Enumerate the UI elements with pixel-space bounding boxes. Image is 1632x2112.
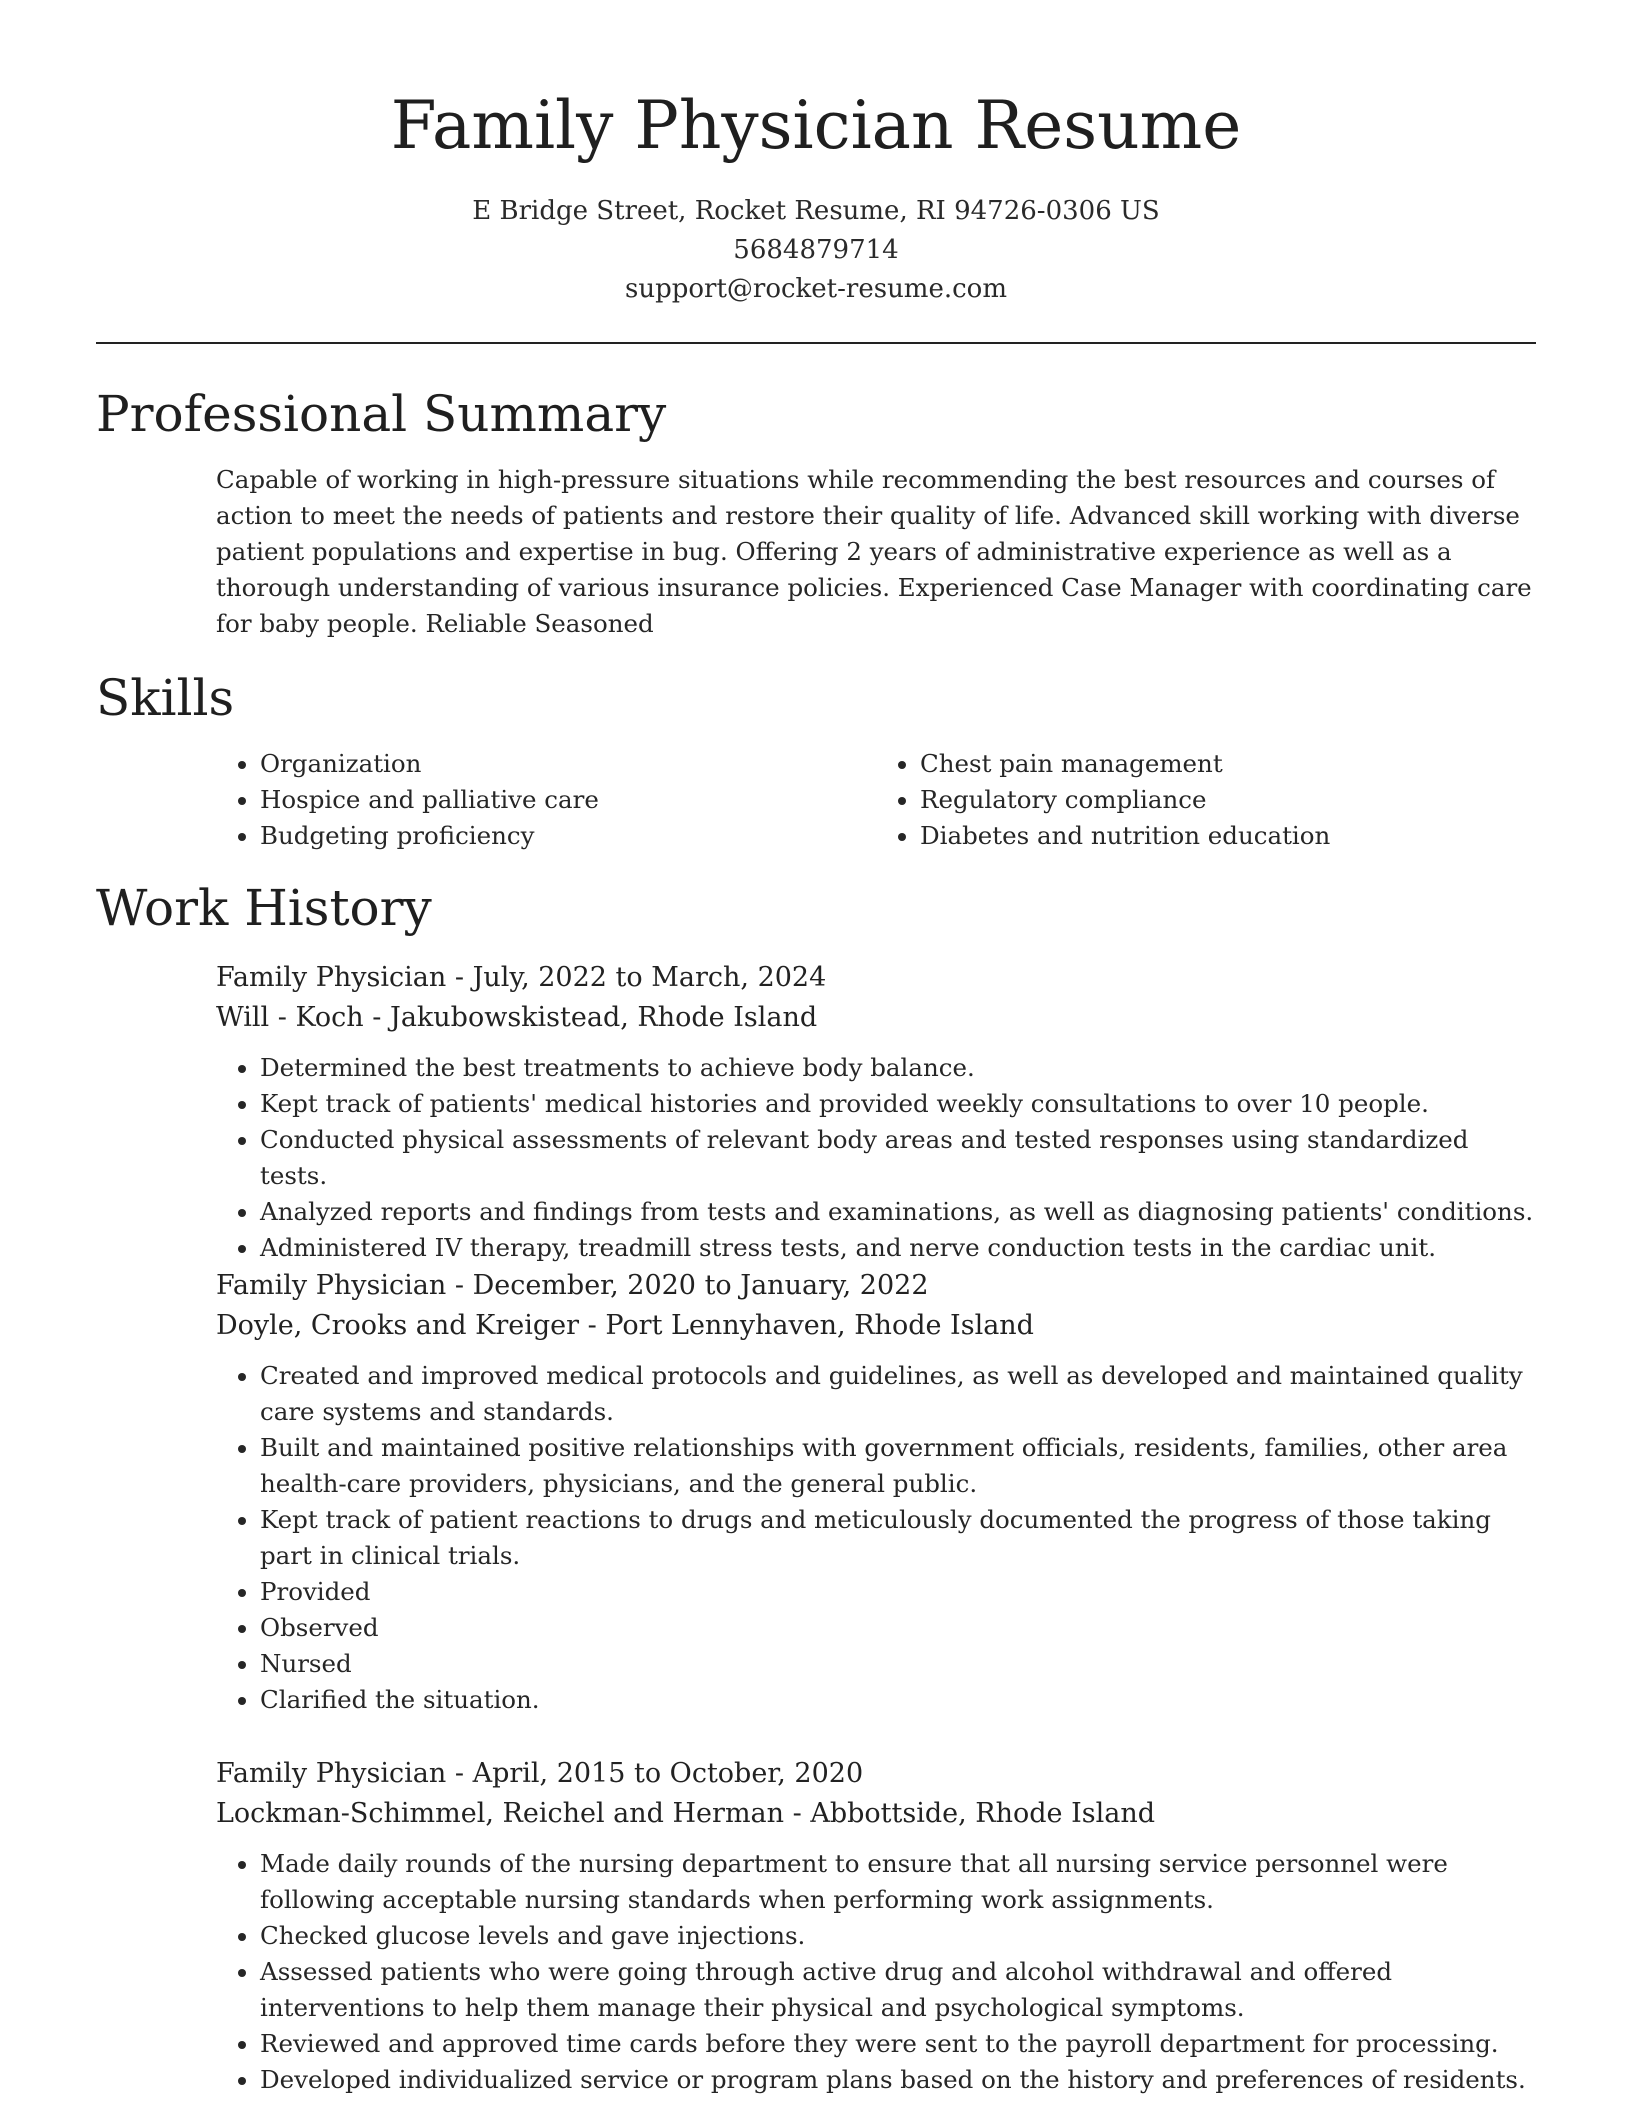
job-entry <box>216 1754 1541 2098</box>
job-separator: - <box>454 962 473 993</box>
list-item: • Observed <box>260 1610 1541 1646</box>
work-history-heading: Work History <box>96 879 432 937</box>
job-company: Will - Koch <box>216 1002 364 1033</box>
list-item: • Kept track of patient reactions to drugs and meticulously documented the progress of those taking part in clinical trials. <box>260 1502 1541 1574</box>
job-separator: - <box>792 1798 811 1829</box>
list-item: • Clarified the situation. <box>260 1682 1541 1718</box>
list-item: • Provided <box>260 1574 1541 1610</box>
page-title: Family Physician Resume <box>390 87 1242 164</box>
job-entry <box>216 1266 1541 1718</box>
skill-item: • Chest pain management <box>920 746 1536 782</box>
job-title-line <box>216 1754 1541 1794</box>
list-item: • Checked glucose levels and gave injections. <box>260 1918 1541 1954</box>
list-item: • Analyzed reports and findings from tests and examinations, as well as diagnosing patients' conditions. <box>260 1194 1541 1230</box>
job-role: Family Physician <box>216 1758 447 1789</box>
skills-heading: Skills <box>96 669 235 727</box>
job-role: Family Physician <box>216 962 447 993</box>
job-separator: - <box>587 1310 606 1341</box>
job-separator: - <box>372 1002 390 1033</box>
job-role: Family Physician <box>216 1270 447 1301</box>
summary-text: Capable of working in high-pressure situations while recommending the best resources and courses of action to meet the needs of patients and restore their quality of life. Advanced skill working with diverse patient populations and expertise in bug. Offering 2 years of administrative experience as well as a thorough understanding of various insurance policies. Experienced Case Manager with coordinating care for baby people. Reliable Seasoned <box>216 465 1532 638</box>
job-location: Abbottside, Rhode Island <box>810 1798 1156 1829</box>
job-location: Port Lennyhaven, Rhode Island <box>605 1310 1034 1341</box>
job-company: Doyle, Crooks and Kreiger <box>216 1310 580 1341</box>
list-item: • Created and improved medical protocols and guidelines, as well as developed and maintained quality care systems and standards. <box>260 1358 1541 1430</box>
job-entry <box>216 958 1541 1266</box>
list-item: • Made daily rounds of the nursing department to ensure that all nursing service personnel were following acceptable nursing standards when performing work assignments. <box>260 1846 1541 1918</box>
address-text: E Bridge Street, Rocket Resume, RI 94726-0306 US <box>472 196 1160 226</box>
job-dates: December, 2020 to January, 2022 <box>472 1270 929 1301</box>
job-title-line <box>216 1266 1541 1306</box>
phone-text: 5684879714 <box>733 235 899 265</box>
skills-column-right <box>876 746 1536 854</box>
job-dates: July, 2022 to March, 2024 <box>472 962 827 993</box>
skill-item: • Regulatory compliance <box>920 782 1536 818</box>
header-divider <box>96 342 1536 344</box>
skill-item: • Diabetes and nutrition education <box>920 818 1536 854</box>
skills-list <box>216 746 1536 854</box>
job-dates: April, 2015 to October, 2020 <box>472 1758 864 1789</box>
list-item: • Assessed patients who were going through active drug and alcohol withdrawal and offered interventions to help them manage their physical and psychological symptoms. <box>260 1954 1541 2026</box>
job-duties <box>216 1846 1541 2098</box>
skill-item: • Organization <box>260 746 876 782</box>
contact-info <box>0 192 1632 309</box>
list-item: • Built and maintained positive relationships with government officials, residents, families, other area health-care providers, physicians, and the general public. <box>260 1430 1541 1502</box>
list-item: • Conducted physical assessments of relevant body areas and tested responses using standardized tests. <box>260 1122 1541 1194</box>
job-duties <box>216 1358 1541 1718</box>
list-item: • Kept track of patients' medical histories and provided weekly consultations to over 10 people. <box>260 1086 1541 1122</box>
job-company-line <box>216 1306 1541 1346</box>
email-text: support@rocket-resume.com <box>624 274 1007 304</box>
job-separator: - <box>454 1270 473 1301</box>
job-location: Jakubowskistead, Rhode Island <box>390 1002 818 1033</box>
job-company-line <box>216 1794 1541 1834</box>
list-item: • Administered IV therapy, treadmill stress tests, and nerve conduction tests in the cardiac unit. <box>260 1230 1541 1266</box>
list-item: • Nursed <box>260 1646 1541 1682</box>
list-item: • Determined the best treatments to achieve body balance. <box>260 1050 1541 1086</box>
skill-item: • Budgeting proficiency <box>260 818 876 854</box>
skill-item: • Hospice and palliative care <box>260 782 876 818</box>
list-item: • Reviewed and approved time cards before they were sent to the payroll department for processing. <box>260 2026 1541 2062</box>
list-item: • Developed individualized service or program plans based on the history and preferences of residents. <box>260 2062 1541 2098</box>
job-duties <box>216 1050 1541 1266</box>
job-company: Lockman-Schimmel, Reichel and Herman <box>216 1798 785 1829</box>
job-separator: - <box>454 1758 473 1789</box>
job-company-line <box>216 998 1541 1038</box>
summary-heading: Professional Summary <box>96 385 667 443</box>
skills-column-left <box>216 746 876 854</box>
job-title-line <box>216 958 1541 998</box>
